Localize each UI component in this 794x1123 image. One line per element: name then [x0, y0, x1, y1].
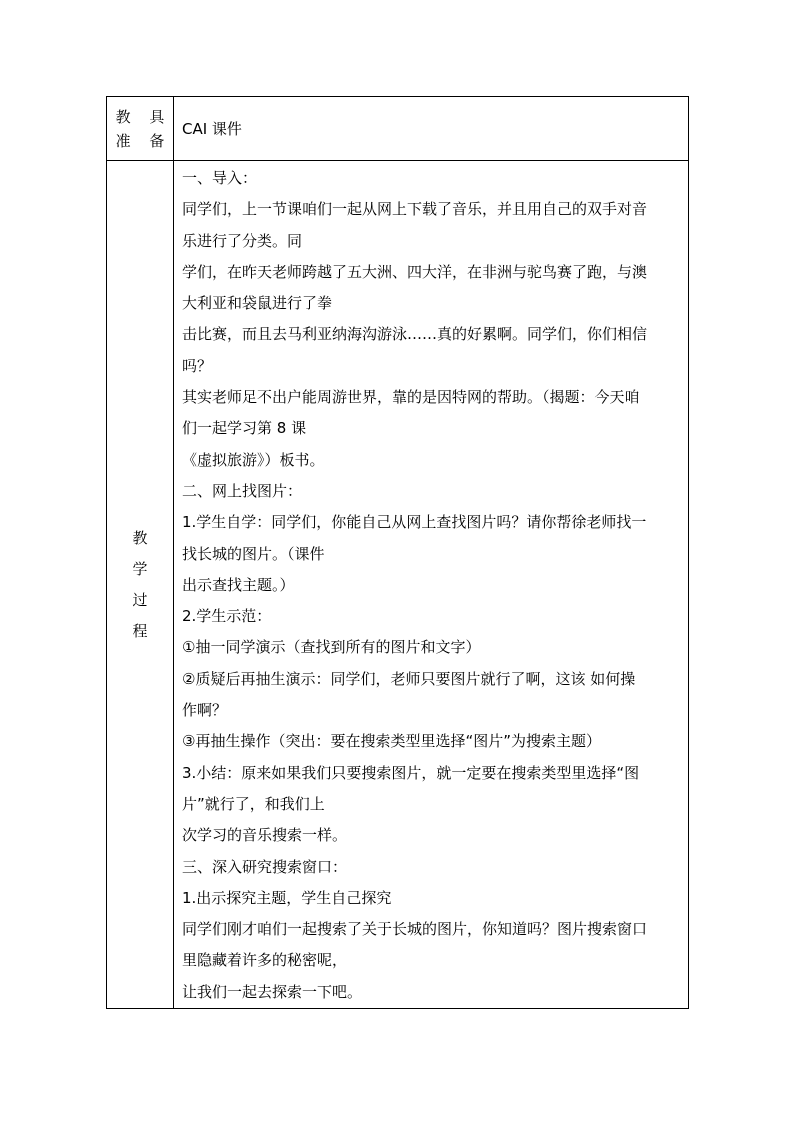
- paragraph-line: 里隐藏着许多的秘密呢，: [182, 951, 348, 970]
- paragraph-line: 2.学生示范：: [182, 607, 272, 626]
- teaching-tools-label-line2: 准 备: [115, 131, 172, 150]
- teaching-tools-value: CAI 课件: [182, 120, 242, 138]
- teaching-tools-value-cell: [174, 97, 689, 161]
- paragraph-line: 乐进行了分类。同: [182, 231, 303, 250]
- paragraph-line: 学们，在昨天老师跨越了五大洲、四大洋，在非洲与驼鸟赛了跑，与澳: [182, 262, 648, 281]
- paragraph-line: 大利亚和袋鼠进行了拳: [182, 294, 333, 313]
- paragraph-line: 片”就行了，和我们上: [182, 794, 325, 813]
- teaching-tools-label-line1: 教 具: [115, 107, 172, 126]
- teaching-process-label-char: 教: [132, 528, 148, 547]
- paragraph-line: 次学习的音乐搜索一样。: [182, 826, 348, 845]
- section-heading: 一、导入：: [182, 169, 258, 187]
- section-heading: 二、网上找图片：: [182, 481, 303, 500]
- paragraph-line: 找长城的图片。（课件: [182, 544, 325, 563]
- teaching-process-label-cell: [107, 161, 174, 1009]
- paragraph-line: 作啊？: [182, 701, 228, 720]
- paragraph-line: ①抽一同学演示（查找到所有的图片和文字）: [182, 638, 481, 657]
- paragraph-line: 3.小结：原来如果我们只要搜索图片，就一定要在搜索类型里选择“图: [182, 763, 640, 782]
- teaching-process-row: [107, 161, 689, 1009]
- paragraph-line: 同学们刚才咱们一起搜索了关于长城的图片，你知道吗？图片搜索窗口: [182, 920, 648, 939]
- paragraph-line: 让我们一起去探索一下吧。: [182, 982, 363, 1001]
- paragraph-line: 吗？: [182, 356, 213, 375]
- teaching-tools-label-cell: [107, 97, 174, 161]
- paragraph-line: 击比赛，而且去马利亚纳海沟游泳……真的好累啊。同学们，你们相信: [182, 325, 648, 344]
- paragraph-line: 其实老师足不出户能周游世界，靠的是因特网的帮助。（揭题：今天咱: [182, 388, 640, 407]
- teaching-process-content-cell: [174, 161, 689, 1009]
- lesson-plan-table: [106, 96, 689, 1009]
- teaching-tools-row: [107, 97, 689, 161]
- paragraph-line: 《虚拟旅游》）板书。: [182, 450, 325, 469]
- paragraph-line: 们一起学习第 8 课: [182, 419, 307, 438]
- paragraph-line: 1.学生自学：同学们，你能自己从网上查找图片吗？请你帮徐老师找一: [182, 513, 647, 532]
- teaching-process-label-char: 学: [132, 559, 148, 578]
- paragraph-line: 同学们，上一节课咱们一起从网上下载了音乐，并且用自己的双手对音: [182, 200, 648, 219]
- paragraph-line: 1.出示探究主题，学生自己探究: [182, 888, 392, 907]
- teaching-process-label-char: 过: [132, 590, 148, 609]
- paragraph-line: ③再抽生操作（突出：要在搜索类型里选择“图片”为搜索主题）: [182, 732, 601, 751]
- teaching-process-label-char: 程: [132, 621, 148, 640]
- paragraph-line: ②质疑后再抽生演示：同学们，老师只要图片就行了啊，这该 如何操: [182, 669, 636, 688]
- paragraph-line: 出示查找主题。）: [182, 575, 295, 594]
- section-heading: 三、深入研究搜索窗口：: [182, 857, 348, 876]
